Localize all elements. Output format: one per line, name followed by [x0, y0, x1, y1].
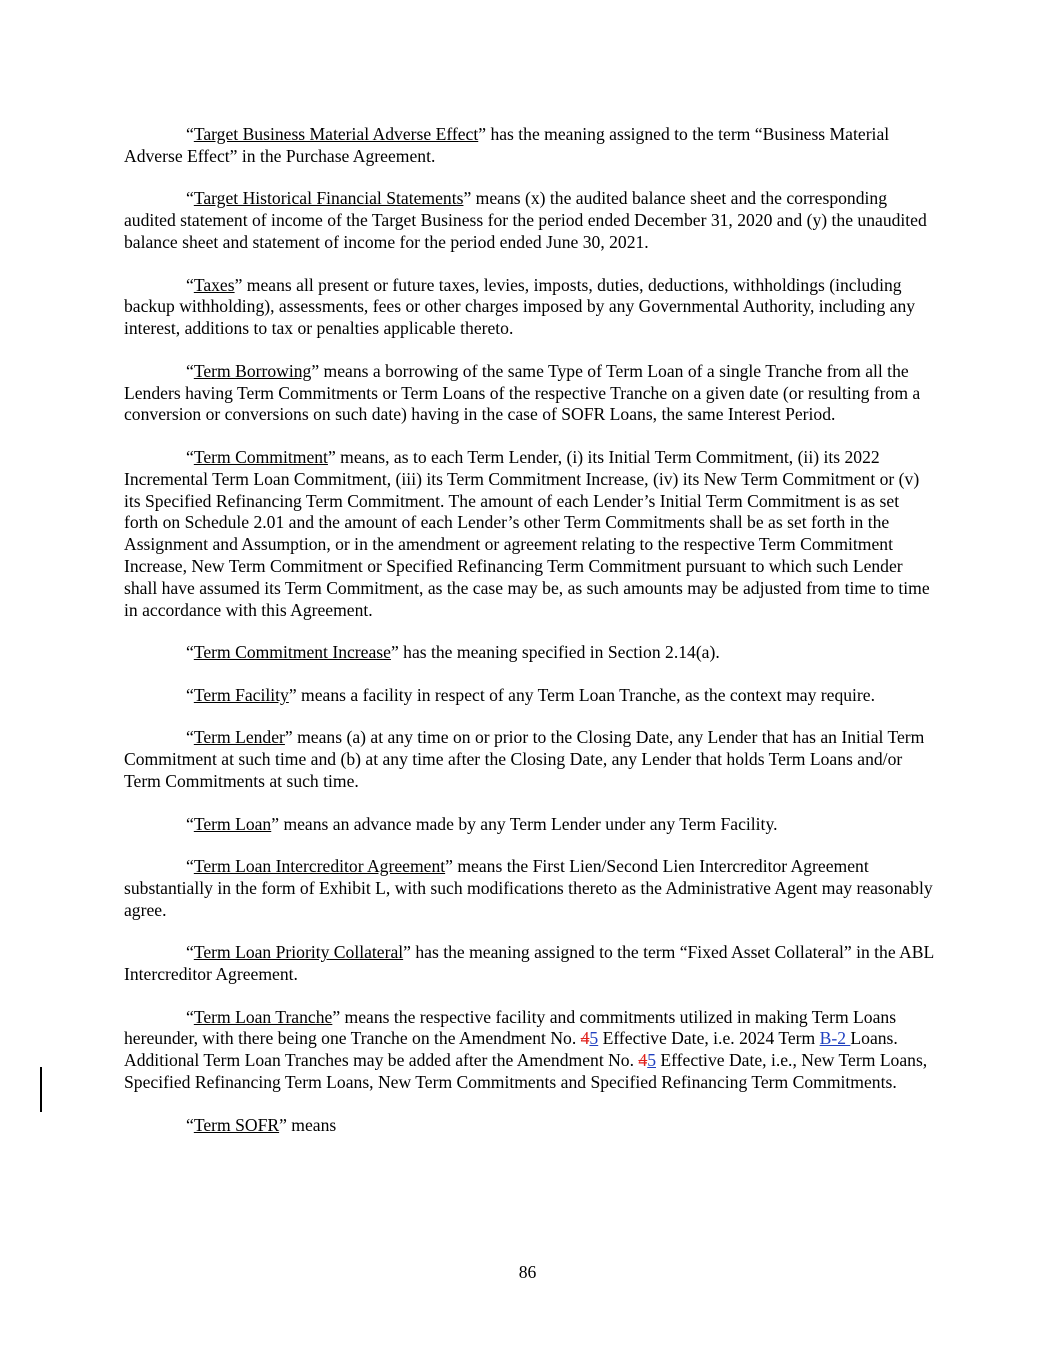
defined-term: Target Historical Financial Statements — [193, 188, 464, 209]
definition-paragraph: “Term Loan” means an advance made by any Term Lender under any Term Facility. — [186, 813, 778, 834]
defined-term: Term Loan — [193, 813, 272, 834]
defined-term: Term Loan Intercreditor Agreement — [193, 856, 446, 877]
defined-term: Taxes — [193, 274, 235, 295]
deleted-text: 4 — [638, 1050, 648, 1071]
definition-text: ” has the meaning specified in Section 2.14(a). — [390, 642, 720, 663]
inserted-text: 5 — [589, 1028, 599, 1049]
revision-change-bar — [40, 1067, 42, 1112]
defined-term: Term Lender — [193, 727, 285, 748]
inserted-text: 5 — [647, 1050, 656, 1071]
page-number: 86 — [518, 1262, 537, 1282]
definition-text: ” has the meaning assigned to the term “Fixed Asset Collateral” in the ABL Intercreditor Agreement. — [124, 942, 934, 985]
definition-text: ” means a borrowing of the same Type of Term Loan of a single Tranche from all the Lenders having Term Commitments or Term Loans of the respective Tranche on a given date (or resulting from a conversion or conversions on such date) having in the case of SOFR Loans, the same Interest Period. — [124, 360, 921, 425]
definition-paragraph-tranche: “Term Loan Tranche” means the respective facility and commitments utilized in making Term Loans hereunder, with there being one Tranche on the Amendment No. 45 Effective Date, i.e. 2024 Term B-2 Loans. Additional Term Loan Tranches may be added after the Amendment No. 45 Effective Date, i.e., New Term Loans, Specified Refinancing Term Loans, New Term Commitments and Specified Refinancing Term Commitments. — [124, 1006, 928, 1093]
document-body — [124, 124, 936, 1157]
defined-term: Target Business Material Adverse Effect — [193, 124, 479, 144]
deleted-text: 4 — [580, 1028, 590, 1049]
defined-term: Term Loan Priority Collateral — [193, 942, 404, 963]
definition-text: ” means (x) the audited balance sheet and the corresponding audited statement of income of the Target Business for the period ended December 31, 2020 and (y) the unaudited balance sheet and statement of income for the period ended June 30, 2021. — [124, 188, 927, 252]
defined-term: Term SOFR — [193, 1114, 280, 1135]
definition-paragraph: “Term Facility” means a facility in respect of any Term Loan Tranche, as the context may require. — [186, 684, 876, 705]
definition-paragraph: “Taxes” means all present or future taxes, levies, imposts, duties, deductions, withholdings (including backup withholding), assessments, fees or other charges imposed by any Governmental Authority, including any interest, additions to tax or penalties applicable thereto. — [124, 274, 916, 339]
definition-paragraph: “Term Commitment” means, as to each Term Lender, (i) its Initial Term Commitment, (ii) its 2022 Incremental Term Loan Commitment, (iii) its Term Commitment Increase, (iv) its New Term Commitment or (v) its Specified Refinancing Term Commitment. The amount of each Lender’s Initial Term Commitment is as set forth on Schedule 2.01 and the amount of each Lender’s other Term Commitments shall be as set forth in the Assignment and Assumption, or in the amendment or agreement relating to the respective Term Commitment Increase, New Term Commitment or Specified Refinancing Term Commitment pursuant to which such Lender shall have assumed its Term Commitment, as the case may be, as such amounts may be adjusted from time to time in accordance with this Agreement. — [124, 446, 930, 620]
defined-term: Term Commitment — [193, 446, 328, 467]
definition-paragraph: “Target Business Material Adverse Effect” has the meaning assigned to the term “Business Material Adverse Effect” in the Purchase Agreement. — [124, 124, 890, 166]
definition-paragraph: “Term Loan Intercreditor Agreement” means the First Lien/Second Lien Intercreditor Agreement substantially in the form of Exhibit L, with such modifications thereto as the Administrative Agent may reasonably agree. — [124, 856, 933, 920]
definition-text: ” means, as to each Term Lender, (i) its Initial Term Commitment, (ii) its 2022 Incremental Term Loan Commitment, (iii) its Term Commitment Increase, (iv) its New Term Commitment or (v) its Specified Refinancing Term Commitment. The amount of each Lender’s Initial Term Commitment is as set forth on Schedule 2.01 and the amount of each Lender’s other Term Commitments shall be as set forth in the Assignment and Assumption, or in the amendment or agreement relating to the respective Term Commitment Increase, New Term Commitment or Specified Refinancing Term Commitment pursuant to which such Lender shall have assumed its Term Commitment, as the case may be, as such amounts may be adjusted from time to time in accordance with this Agreement. — [124, 446, 930, 620]
definition-text: ” means — [279, 1114, 337, 1135]
definition-paragraph: “Target Historical Financial Statements” means (x) the audited balance sheet and the corresponding audited statement of income of the Target Business for the period ended December 31, 2020 and (y) the unaudited balance sheet and statement of income for the period ended June 30, 2021. — [124, 188, 927, 252]
definition-text: ” means an advance made by any Term Lender under any Term Facility. — [271, 813, 778, 834]
defined-term: Term Loan Tranche — [193, 1006, 333, 1027]
definition-text: ” means all present or future taxes, levies, imposts, duties, deductions, withholdings (including backup withholding), assessments, fees or other charges imposed by any Governmental Authority, including any interest, additions to tax or penalties applicable thereto. — [124, 274, 916, 339]
definition-paragraph: “Term SOFR” means — [186, 1114, 337, 1135]
definition-paragraph: “Term Borrowing” means a borrowing of the same Type of Term Loan of a single Tranche from all the Lenders having Term Commitments or Term Loans of the respective Tranche on a given date (or resulting from a conversion or conversions on such date) having in the case of SOFR Loans, the same Interest Period. — [124, 360, 921, 425]
defined-term: Term Commitment Increase — [193, 642, 391, 663]
definition-text: ” means (a) at any time on or prior to the Closing Date, any Lender that has an Initial Term Commitment at such time and (b) at any time after the Closing Date, any Lender that holds Term Loans and/or Term Commitments at such time. — [124, 727, 925, 791]
inserted-text: B-2 — [819, 1028, 851, 1049]
defined-term: Term Borrowing — [193, 360, 312, 381]
definition-text: ” has the meaning assigned to the term “Business Material Adverse Effect” in the Purchase Agreement. — [124, 124, 890, 166]
definition-text: ” means a facility in respect of any Term Loan Tranche, as the context may require. — [288, 684, 876, 705]
definition-paragraph: “Term Loan Priority Collateral” has the meaning assigned to the term “Fixed Asset Collateral” in the ABL Intercreditor Agreement. — [124, 942, 934, 985]
definition-text: ” means the First Lien/Second Lien Intercreditor Agreement substantially in the form of Exhibit L, with such modifications thereto as the Administrative Agent may reasonably agree. — [124, 856, 933, 920]
defined-term: Term Facility — [193, 684, 289, 705]
definition-paragraph: “Term Commitment Increase” has the meaning specified in Section 2.14(a). — [186, 642, 720, 663]
definition-paragraph: “Term Lender” means (a) at any time on or prior to the Closing Date, any Lender that has an Initial Term Commitment at such time and (b) at any time after the Closing Date, any Lender that holds Term Loans and/or Term Commitments at such time. — [124, 727, 925, 791]
